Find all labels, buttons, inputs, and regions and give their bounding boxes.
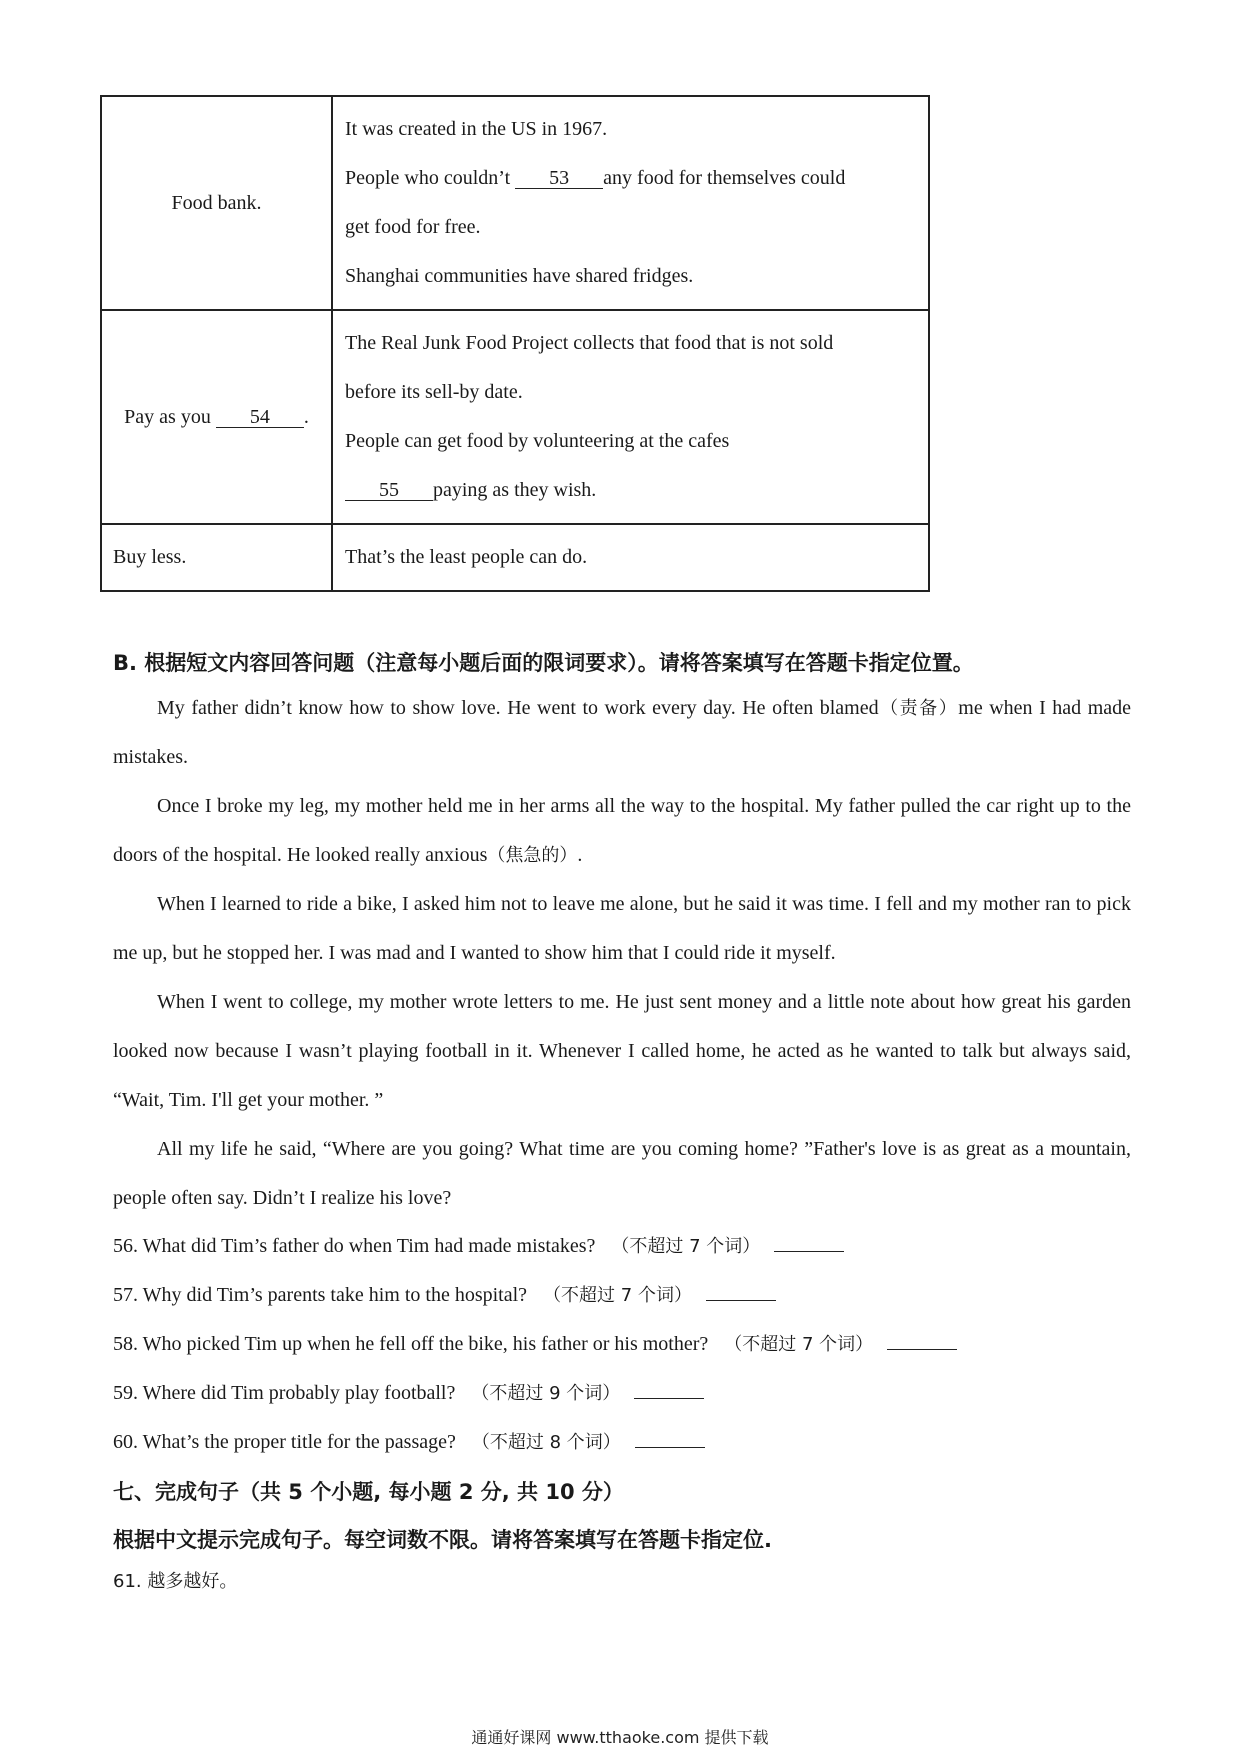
passage-paragraph: My father didn’t know how to show love. He went to work every day. He often blamed（责备）me when I had made mistakes. <box>113 697 1131 768</box>
detail-line: It was created in the US in 1967. <box>345 118 608 140</box>
question-61: 61. 越多越好。 <box>113 1571 238 1592</box>
question-59: 59. Where did Tim probably play football? （不超过 9 个词） <box>113 1369 957 1418</box>
passage-paragraph: When I learned to ride a bike, I asked him not to leave me alone, but he said it was time. I fell and my mother ran to pick me up, but he stopped her. I was mad and I wanted to show him that I could ride it myself. <box>113 893 1131 964</box>
row-details <box>332 96 929 310</box>
section-b-title: B. 根据短文内容回答问题（注意每小题后面的限词要求）。请将答案填写在答题卡指定位置。 <box>113 651 974 675</box>
detail-line: before its sell-by date. <box>345 381 523 403</box>
question-58: 58. Who picked Tim up when he fell off the bike, his father or his mother? （不超过 7 个词） <box>113 1320 957 1369</box>
reading-passage <box>113 684 1131 1223</box>
table-row <box>101 524 929 591</box>
row-topic: Food bank. <box>101 96 332 310</box>
row-topic: Pay as you 54 . <box>101 310 332 524</box>
blank-55[interactable]: 55 <box>345 480 433 501</box>
row-details <box>332 524 929 591</box>
row-details <box>332 310 929 524</box>
question-56: 56. What did Tim’s father do when Tim had made mistakes? （不超过 7 个词） <box>113 1222 957 1271</box>
summary-table <box>100 95 930 592</box>
table-row <box>101 310 929 524</box>
table-row <box>101 96 929 310</box>
detail-line: People can get food by volunteering at the cafes <box>345 430 730 452</box>
answer-blank[interactable] <box>887 1329 957 1350</box>
section-7-title: 七、完成句子（共 5 个小题, 每小题 2 分, 共 10 分） <box>113 1480 624 1504</box>
passage-paragraph: When I went to college, my mother wrote letters to me. He just sent money and a little note about how great his garden looked now because I wasn’t playing football in it. Whenever I called home, he acted as he wanted to talk but always said, “Wait, Tim. I'll get your mother. ” <box>113 991 1131 1111</box>
detail-line: 55 paying as they wish. <box>345 466 916 515</box>
passage-paragraph: Once I broke my leg, my mother held me in her arms all the way to the hospital. My father pulled the car right up to the doors of the hospital. He looked really anxious（焦急的）. <box>113 795 1131 866</box>
question-list <box>113 1222 957 1467</box>
detail-line: People who couldn’t 53 any food for themselves could <box>345 167 846 189</box>
blank-53[interactable]: 53 <box>515 168 603 189</box>
detail-line: Shanghai communities have shared fridges. <box>345 265 694 287</box>
detail-line: The Real Junk Food Project collects that food that is not sold <box>345 332 834 354</box>
section-7-instruction: 根据中文提示完成句子。每空词数不限。请将答案填写在答题卡指定位. <box>113 1528 772 1552</box>
row-topic: Buy less. <box>101 524 332 591</box>
answer-blank[interactable] <box>635 1427 705 1448</box>
blank-54[interactable]: 54 <box>216 407 304 428</box>
passage-paragraph: All my life he said, “Where are you going? What time are you coming home? ”Father's love is as great as a mountain, people often say. Didn’t I realize his love? <box>113 1138 1131 1209</box>
question-60: 60. What’s the proper title for the passage? （不超过 8 个词） <box>113 1418 957 1467</box>
page-footer: 通通好课网 www.tthaoke.com 提供下载 <box>471 1728 769 1747</box>
section-7 <box>113 1468 772 1564</box>
answer-blank[interactable] <box>634 1378 704 1399</box>
detail-line: That’s the least people can do. <box>345 546 588 568</box>
answer-blank[interactable] <box>774 1231 844 1252</box>
answer-blank[interactable] <box>706 1280 776 1301</box>
question-57: 57. Why did Tim’s parents take him to the hospital? （不超过 7 个词） <box>113 1271 957 1320</box>
detail-line: get food for free. <box>345 216 481 238</box>
